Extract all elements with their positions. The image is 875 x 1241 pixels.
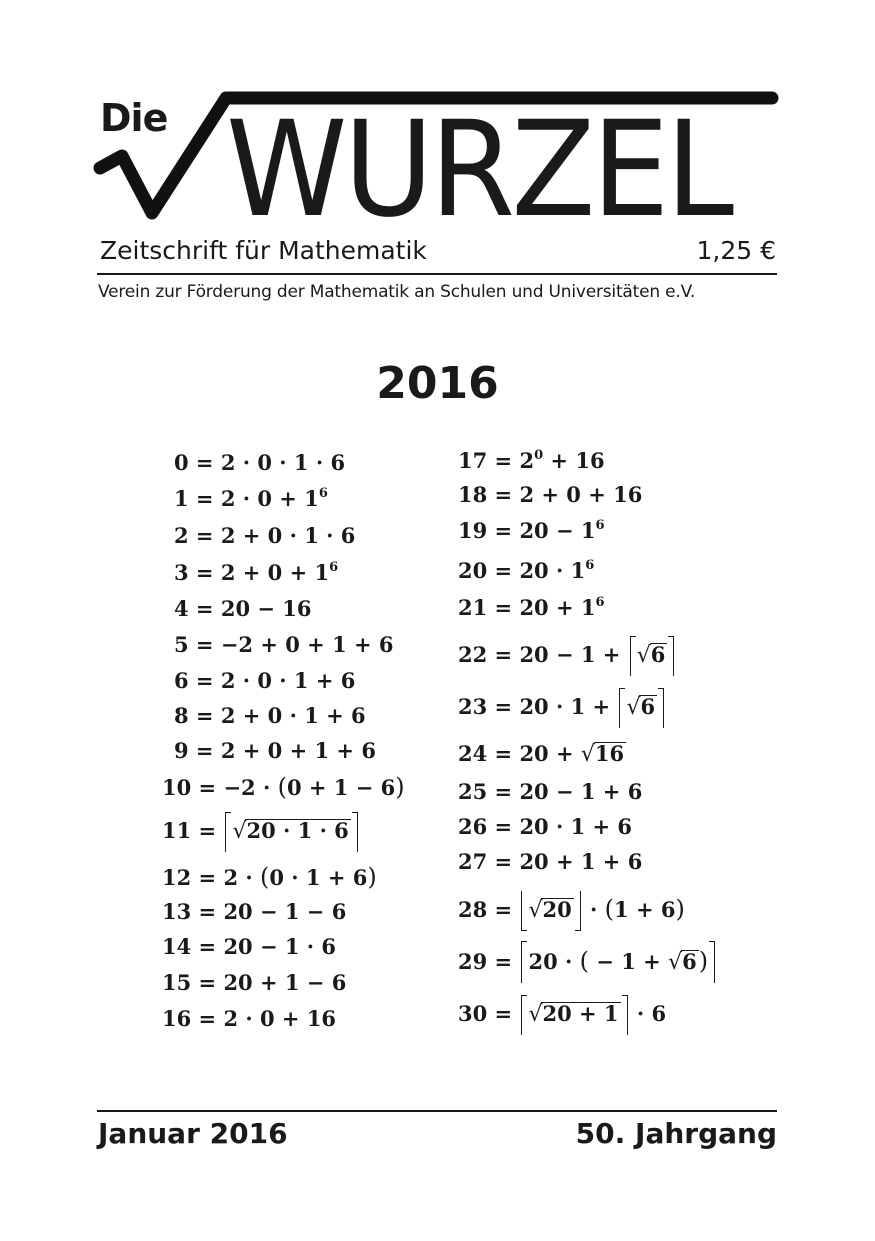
equation-right-2: $19 = 20 - 1^6$: [458, 518, 605, 543]
masthead: [0, 0, 875, 247]
equation-left-0: 0 = 2 · 0 · 1 · 6: [174, 450, 346, 475]
issue-date: Januar 2016: [98, 1117, 288, 1150]
equation-left-5: 5 = −2 + 0 + 1 + 6: [174, 632, 394, 657]
equation-right-12: 29 = 20 · ( − 1 + √6): [458, 947, 717, 975]
equation-right-10: 27 = 20 + 1 + 6: [458, 849, 643, 874]
equation-left-6: 6 = 2 · 0 · 1 + 6: [174, 668, 356, 693]
equation-left-3: $3 = 2 + 0 + 1^6$: [174, 560, 339, 585]
equation-right-13: 30 = √20 + 1 · 6: [458, 1001, 667, 1027]
equation-right-3: $20 = 20 \cdot 1^6$: [458, 558, 595, 583]
equation-right-11: 28 = √20 · (1 + 6): [458, 895, 685, 923]
equation-right-4: $21 = 20 + 1^6$: [458, 595, 605, 620]
equation-left-14: 15 = 20 + 1 − 6: [162, 970, 347, 995]
issue-year: 2016: [376, 358, 499, 409]
magazine-subtitle: Zeitschrift für Mathematik: [100, 236, 427, 265]
equation-left-4: 4 = 20 − 16: [174, 596, 312, 621]
equation-left-13: 14 = 20 − 1 · 6: [162, 934, 337, 959]
equation-right-0: $17 = 2^0 + 16$: [458, 448, 605, 473]
price: 1,25 €: [696, 236, 776, 265]
equation-left-8: 9 = 2 + 0 + 1 + 6: [174, 738, 376, 763]
equation-right-5: 22 = 20 − 1 + √6: [458, 642, 676, 668]
equation-left-7: 8 = 2 + 0 · 1 + 6: [174, 703, 366, 728]
equation-right-7: 24 = 20 + √16: [458, 741, 625, 767]
equation-left-15: 16 = 2 · 0 + 16: [162, 1006, 337, 1031]
equation-right-8: 25 = 20 − 1 + 6: [458, 779, 643, 804]
publisher-line: Verein zur Förderung der Mathematik an Schulen und Universitäten e.V.: [98, 282, 696, 302]
equation-right-6: 23 = 20 · 1 + √6: [458, 694, 666, 720]
header-divider: [97, 273, 777, 275]
footer-divider: [97, 1110, 777, 1112]
issue-volume: 50. Jahrgang: [575, 1117, 777, 1150]
logo-prefix: Die: [100, 96, 168, 140]
logo-title: WURZEL: [226, 93, 731, 247]
equation-left-9: 10 = −2 · (0 + 1 − 6): [162, 773, 405, 801]
equation-left-11: 12 = 2 · (0 · 1 + 6): [162, 863, 377, 891]
equation-left-10: 11 = √20 · 1 · 6: [162, 818, 360, 844]
equation-right-9: 26 = 20 · 1 + 6: [458, 814, 633, 839]
equation-right-1: 18 = 2 + 0 + 16: [458, 482, 643, 507]
equation-left-1: $1 = 2 \cdot 0 + 1^6$: [174, 486, 328, 511]
equation-left-2: 2 = 2 + 0 · 1 · 6: [174, 523, 356, 548]
equation-left-12: 13 = 20 − 1 − 6: [162, 899, 347, 924]
